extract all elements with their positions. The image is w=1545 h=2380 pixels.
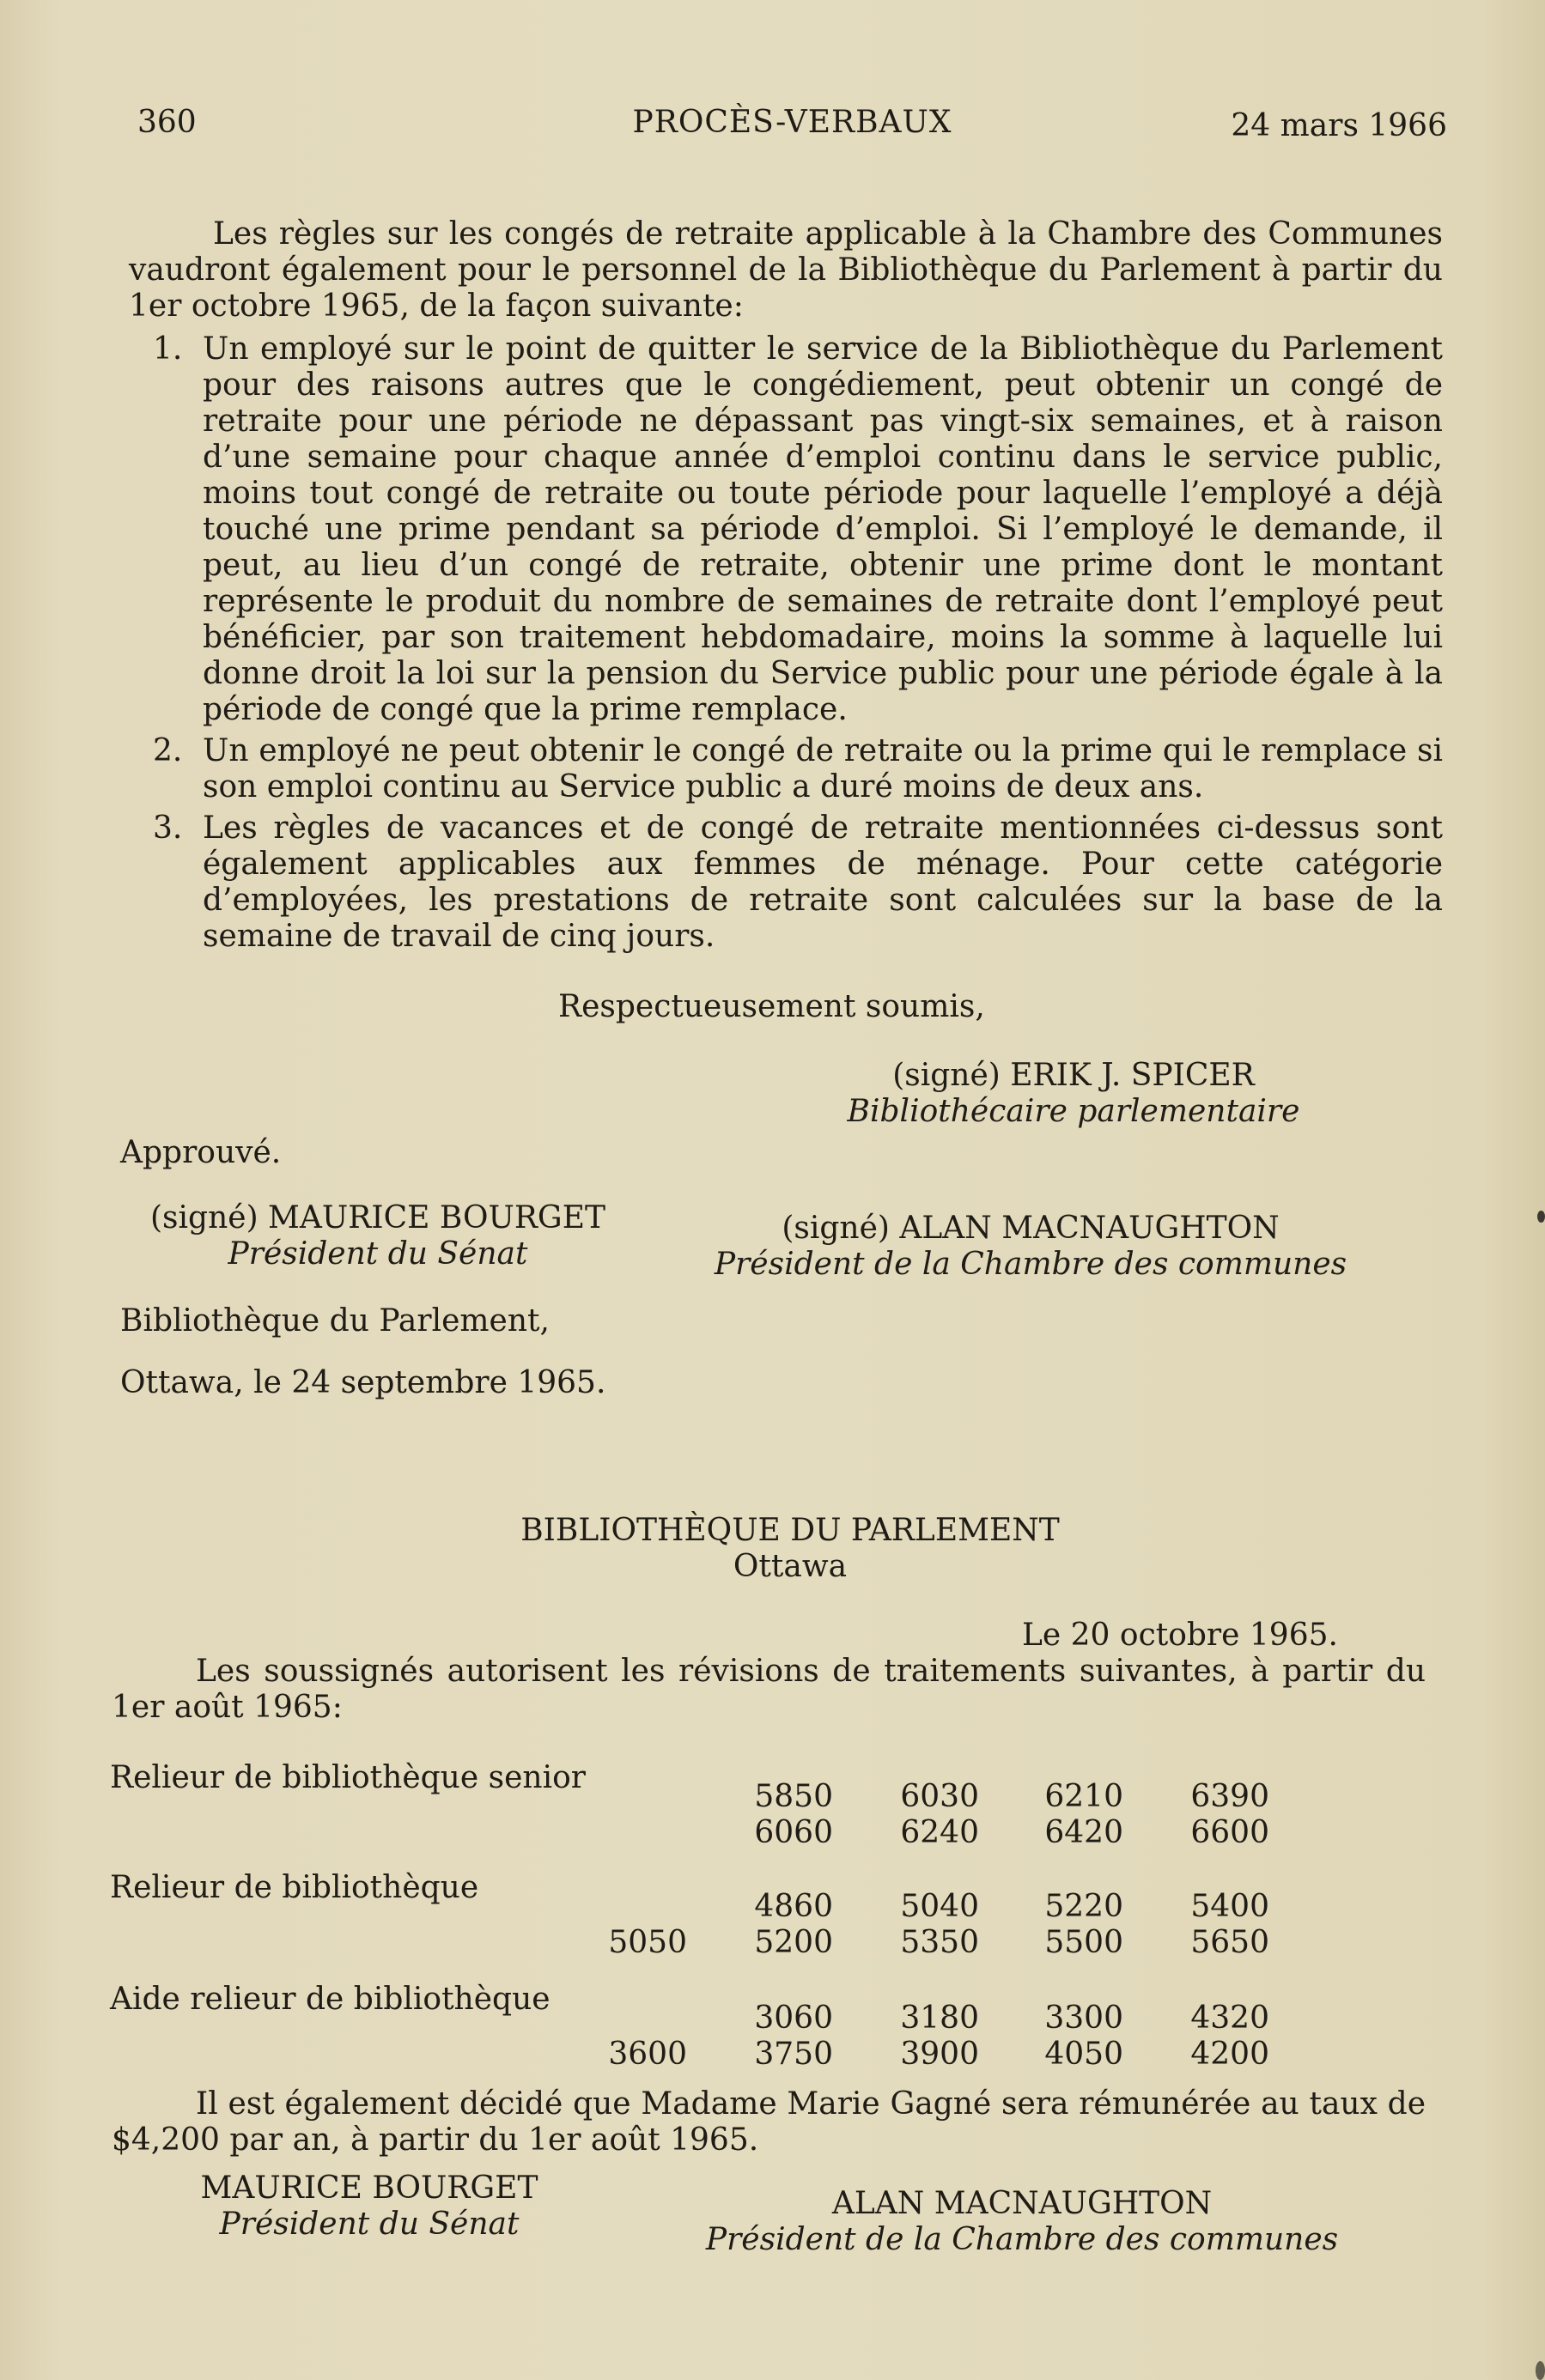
salary-cell: 3750 <box>754 2037 833 2072</box>
signer-macnaughton <box>678 1211 1383 1283</box>
salary-cell: 3900 <box>900 2037 979 2072</box>
page-header <box>137 105 1447 156</box>
signer-name: (signé) ERIK J. SPICER <box>892 1058 1255 1093</box>
salary-cell: 6210 <box>1044 1779 1123 1814</box>
salary-cell: 6060 <box>754 1815 833 1850</box>
salary-cell: 5350 <box>900 1925 979 1960</box>
salary-position-title: Relieur de bibliothèque <box>110 1870 479 1905</box>
salary-cell: 3600 <box>608 2037 687 2072</box>
signer-name: ALAN MACNAUGHTON <box>831 2186 1213 2221</box>
signer-title: Président du Sénat <box>228 1236 528 1272</box>
page-edge-mark <box>1536 2361 1545 2380</box>
salary-cell: 5050 <box>608 1925 687 1960</box>
salary-cell: 6030 <box>900 1779 979 1814</box>
header-date: 24 mars 1966 <box>1231 108 1447 143</box>
final-note: Il est également décidé que Madame Marie Gagné sera rémunérée au taux de $4,200 par an, à partir du 1er août 1965. <box>112 2086 1426 2158</box>
rules-list <box>129 331 1443 960</box>
salary-cell: 5220 <box>1044 1889 1123 1924</box>
place-line: Bibliothèque du Parlement, <box>120 1303 550 1339</box>
salary-position-title: Relieur de bibliothèque senior <box>110 1760 586 1795</box>
salary-cell: 3180 <box>900 2001 979 2036</box>
signer-title: Bibliothécaire parlementaire <box>847 1094 1300 1129</box>
salary-cell: 5200 <box>754 1925 833 1960</box>
salary-cell: 5400 <box>1190 1889 1269 1924</box>
signer-title: Président de la Chambre des communes <box>705 2222 1339 2257</box>
page-edge-mark <box>1537 1211 1545 1223</box>
salary-cell: 6240 <box>900 1815 979 1850</box>
salary-cell: 3060 <box>754 2001 833 2036</box>
item-text: Les règles de vacances et de congé de retraite mentionnées ci-dessus sont également applicables aux femmes de ménage. Pour cette catégorie d’employées, les prestations de retraite sont calculées sur la base de la semaine de travail de cinq jours. <box>203 811 1443 954</box>
salary-cell: 6390 <box>1190 1779 1269 1814</box>
salary-cell: 5850 <box>754 1779 833 1814</box>
section-intro: Les soussignés autorisent les révisions de traitements suivantes, à partir du 1er août 1965: <box>112 1654 1426 1725</box>
running-title: PROCÈS-VERBAUX <box>632 105 952 140</box>
list-item <box>129 331 1443 728</box>
salary-cell: 3300 <box>1044 2001 1123 2036</box>
section-title: BIBLIOTHÈQUE DU PARLEMENT <box>520 1513 1060 1548</box>
signer-spicer <box>756 1058 1391 1130</box>
section-date: Le 20 octobre 1965. <box>1022 1618 1338 1653</box>
salary-cell: 5650 <box>1190 1925 1269 1960</box>
item-number: 2. <box>153 733 183 768</box>
salary-cell: 6600 <box>1190 1815 1269 1850</box>
closing-line: Respectueusement soumis, <box>558 989 985 1024</box>
item-text: Un employé ne peut obtenir le congé de retraite ou la prime qui le remplace si son emploi continu au Service public a duré moins de deux ans. <box>203 733 1443 804</box>
list-item <box>129 811 1443 955</box>
final-signer-macnaughton <box>670 2186 1374 2258</box>
salary-cell: 4320 <box>1190 2001 1269 2036</box>
place-date-line: Ottawa, le 24 septembre 1965. <box>120 1365 606 1400</box>
item-text: Un employé sur le point de quitter le service de la Bibliothèque du Parlement pour des raisons autres que le congédiement, peut obtenir un congé de retraite pour une période ne dépassant pas vingt-six semaines, et à raison d’une semaine pour chaque année d’emploi continu dans le service public, moins tout congé de retraite ou toute période pour laquelle l’employé a déjà touché une prime pendant sa période d’emploi. Si l’employé le demande, il peut, au lieu d’un congé de retraite, obtenir une prime dont le montant représente le produit du nombre de semaines de retraite dont l’employé peut bénéficier, par son traitement hebdomadaire, moins la somme à laquelle lui donne droit la loi sur la pension du Service public pour une période égale à la période de congé que la prime remplace. <box>203 331 1443 727</box>
signer-name: MAURICE BOURGET <box>200 2171 538 2206</box>
item-number: 1. <box>153 331 183 367</box>
signer-bourget <box>120 1200 636 1272</box>
list-item <box>129 733 1443 805</box>
signer-title: Président du Sénat <box>219 2207 520 2242</box>
signer-title: Président de la Chambre des communes <box>714 1247 1347 1282</box>
salary-cell: 5500 <box>1044 1925 1123 1960</box>
salary-cell: 4200 <box>1190 2037 1269 2072</box>
approved-label: Approuvé. <box>120 1135 282 1170</box>
salary-position-title: Aide relieur de bibliothèque <box>110 1982 550 2017</box>
section-heading <box>361 1513 1220 1585</box>
final-signer-bourget <box>129 2171 610 2243</box>
salary-cell: 4860 <box>754 1889 833 1924</box>
section-city: Ottawa <box>733 1549 848 1584</box>
signer-name: (signé) MAURICE BOURGET <box>150 1200 605 1236</box>
intro-paragraph: Les règles sur les congés de retraite applicable à la Chambre des Communes vaudront également pour le personnel de la Bibliothèque du Parlement à partir du 1er octobre 1965, de la façon suivante: <box>129 216 1443 324</box>
page-number: 360 <box>137 105 197 140</box>
item-number: 3. <box>153 811 183 846</box>
signer-name: (signé) ALAN MACNAUGHTON <box>782 1211 1280 1246</box>
salary-cell: 6420 <box>1044 1815 1123 1850</box>
salary-cell: 5040 <box>900 1889 979 1924</box>
salary-cell: 4050 <box>1044 2037 1123 2072</box>
